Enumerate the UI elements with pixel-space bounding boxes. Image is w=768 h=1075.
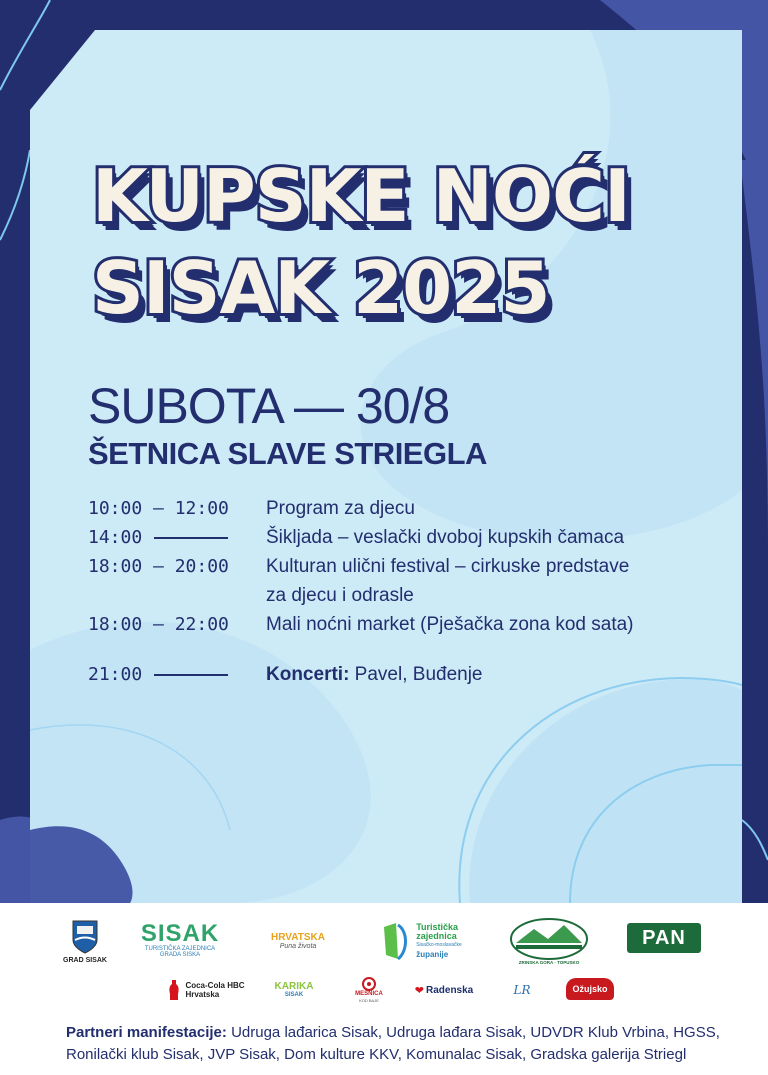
schedule-row — [88, 552, 688, 610]
event-title — [92, 150, 630, 334]
schedule-time: 10:00 – 12:00 — [88, 498, 229, 519]
hearts-icon: ❤ — [414, 984, 424, 997]
schedule-time: 18:00 – 20:00 — [88, 556, 229, 577]
pan-logo: PAN — [627, 923, 701, 953]
hrvatska-logo: HRVATSKA Puna života — [271, 932, 325, 950]
tz-zupanija-logo: Turistička zajednica Sisačko-moslavačke županije — [372, 919, 472, 963]
sisak-tz-logo: SISAK TURISTIČKA ZAJEDNICA GRADA SISKA — [140, 920, 220, 958]
schedule-row — [88, 610, 688, 639]
schedule-row — [88, 494, 688, 523]
partners-text — [66, 1022, 746, 1066]
karika-logo: KARIKA SISAK — [274, 981, 314, 998]
radenska-logo: ❤ Radenska — [414, 984, 474, 997]
schedule-event: Šikljada – veslački dvoboj kupskih čamaca — [266, 527, 625, 548]
mountain-icon — [508, 917, 590, 965]
partners-list: Udruga lađarica Sisak, Udruga lađara Sisak, UDVDR Klub Vrbina, HGSS, Ronilački klub Sisak, JVP Sisak, Dom kulture KKV, Komunalac Sisak, Gradska galerija Striegl — [66, 1024, 720, 1063]
time-line — [154, 537, 228, 539]
tz-emblem-icon — [382, 921, 412, 961]
schedule-event: Kulturan ulični festival – cirkuske predstave za djecu i odrasle — [266, 556, 630, 606]
schedule-time: 14:00 — [88, 523, 258, 552]
coat-of-arms-icon — [72, 920, 98, 954]
zrinska-gora-logo: ZRINSKA GORA · TOPUSKO — [508, 917, 590, 965]
title-line-1: KUPSKE NOĆI — [92, 154, 630, 238]
schedule-row — [88, 523, 688, 552]
schedule-event: Mali noćni market (Pješačka zona kod sata) — [266, 614, 634, 635]
event-venue: ŠETNICA SLAVE STRIEGLA — [88, 436, 487, 471]
mesnica-logo: MESNICA KOD BAJE — [348, 975, 390, 1005]
schedule-time: 21:00 — [88, 660, 258, 689]
schedule-event: Koncerti: Pavel, Buđenje — [266, 664, 483, 685]
schedule-time: 18:00 – 22:00 — [88, 614, 229, 635]
schedule-event: Program za djecu — [266, 498, 415, 519]
schedule-row — [88, 660, 688, 689]
grad-sisak-logo: GRAD SISAK — [62, 913, 108, 971]
title-line-2: SISAK 2025 — [92, 246, 550, 330]
event-date: SUBOTA — 30/8 — [88, 378, 450, 434]
bottle-icon — [167, 980, 181, 1000]
mesnica-emblem-icon — [362, 977, 376, 991]
schedule — [88, 494, 688, 689]
coca-cola-logo: Coca-Cola HBC Hrvatska — [166, 979, 246, 1001]
partners-label: Partneri manifestacije: — [66, 1024, 227, 1041]
lr-logo: LR — [513, 983, 531, 997]
ozujsko-logo: Ožujsko — [566, 978, 614, 1000]
time-line — [154, 674, 228, 676]
